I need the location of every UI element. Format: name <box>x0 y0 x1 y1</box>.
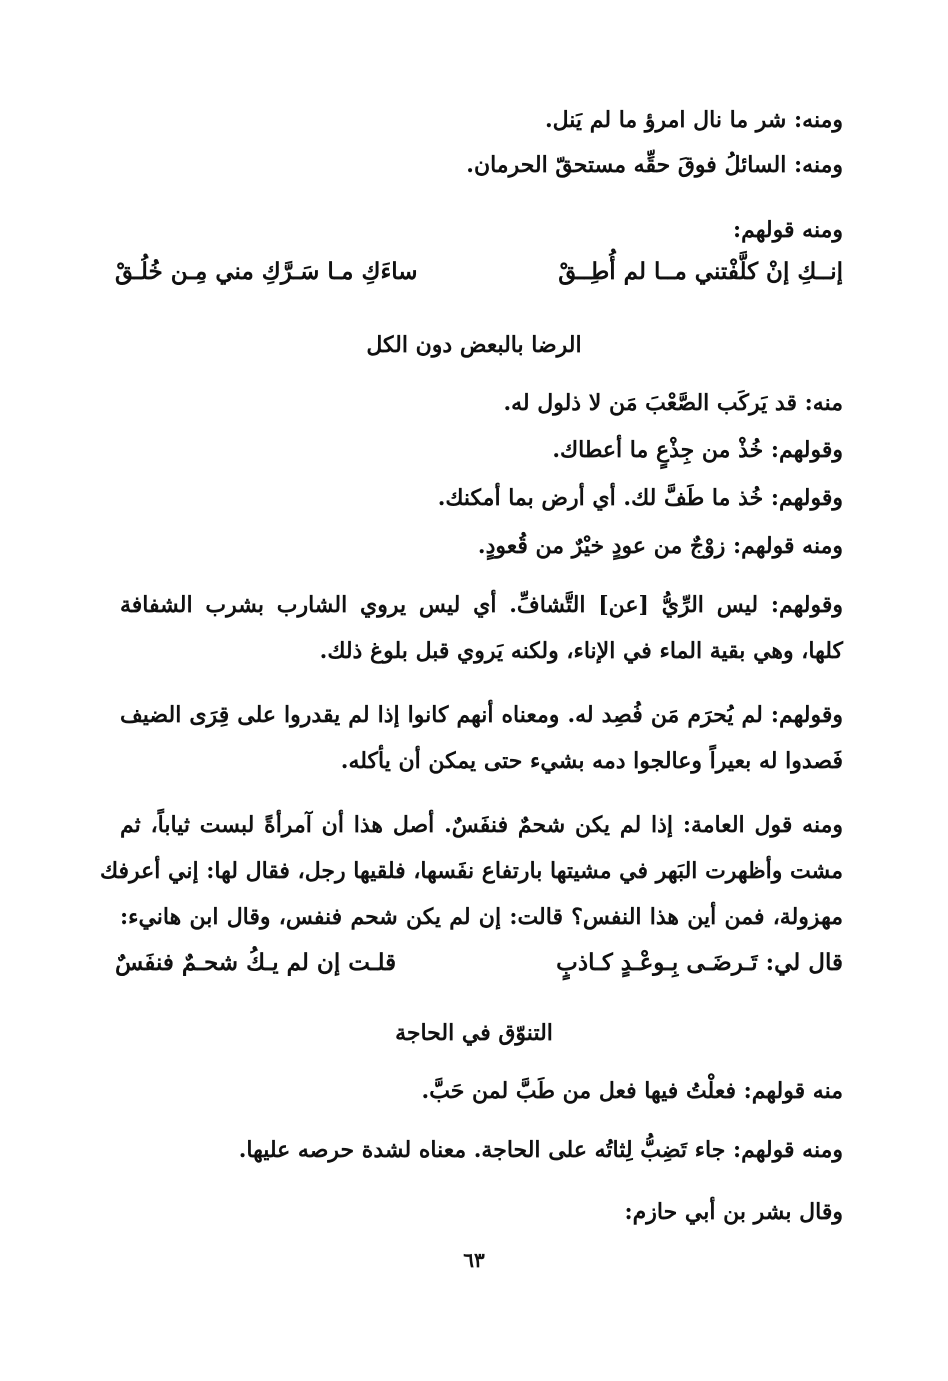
text-line: ومنه قولهم: زوْجٌ من عودٍ خيْرٌ من قُعودٍ. <box>477 533 843 559</box>
verse-hemistich-second: ساءَكِ مـا سَـرَّكِ مني مِـن خُلُـقْ <box>115 258 418 285</box>
paragraph-line: كلها، وهي بقية الماء في الإناء، ولكنه يَروي قبل بلوغ ذلك. <box>319 638 843 664</box>
verse-hemistich-first: قال لي: تَـرضَـى بِـوعْـدٍ كـاذبٍ <box>556 949 843 976</box>
text-line: ومنه: السائلُ فوقَ حقِّه مستحقّ الحرمان. <box>466 152 843 178</box>
text-line: وقولهم: خُذْ من جِذْعٍ ما أعطاك. <box>552 437 843 463</box>
verse-line <box>115 254 843 290</box>
verse-hemistich-first: إنــكِ إنْ كلَّفْتني مــا لم أُطِــقْ <box>558 258 843 285</box>
paragraph-line: مشت وأظهرت البَهر في مشيتها بارتفاع نفَسها، فلقيها رجل، فقال لها: إني أعرفك <box>99 858 843 884</box>
text-line: ومنه: شر ما نال امرؤ ما لم يَنل. <box>544 107 843 133</box>
text-line: وقال بشر بن أبي حازم: <box>624 1199 843 1225</box>
text-line: وقولهم: خُذ ما طَفَّ لك. أي أرض بما أمكنك. <box>437 485 843 511</box>
paragraph-line: وقولهم: لم يُحرَم مَن فُصِد له. ومعناه أنهم كانوا إذا لم يقدروا على قِرَى الضيف <box>120 702 843 728</box>
verse-hemistich-second: قلـت إن لم يـكُ شحـمٌ فنفَسٌ <box>115 949 397 976</box>
page-number: ٦٣ <box>463 1248 485 1272</box>
paragraph-line: ومنه قول العامة: إذا لم يكن شحمٌ فنفَسٌ. أصل هذا أن آمرأةً لبست ثياباً، ثم <box>120 812 843 838</box>
paragraph-line: وقولهم: ليس الرِّيُّ [عن] التَّشافِّ. أي ليس يروي الشارب بشرب الشفافة <box>120 592 843 618</box>
paragraph-line: فَصدوا له بعيراً وعالجوا دمه بشيء حتى يمكن أن يأكله. <box>340 748 843 774</box>
text-line: ومنه قولهم: جاء تَضِبُّ لِثاتُه على الحاجة. معناه لشدة حرصه عليها. <box>238 1137 843 1163</box>
section-heading: الرضا بالبعض دون الكل <box>366 332 582 358</box>
text-line: منه قولهم: فعلْتُ فيها فعل من طَبَّ لمن حَبَّ. <box>421 1078 843 1104</box>
text-line: ومنه قولهم: <box>733 217 843 243</box>
section-heading: التنوّق في الحاجة <box>395 1020 553 1046</box>
paragraph-line: مهزولة، فمن أين هذا النفس؟ قالت: إن لم يكن شحم فنفس، وقال ابن هانيء: <box>120 904 843 930</box>
verse-line <box>115 945 843 981</box>
text-line: منه: قد يَركَب الصَّعْبَ مَن لا ذلول له. <box>503 390 843 416</box>
